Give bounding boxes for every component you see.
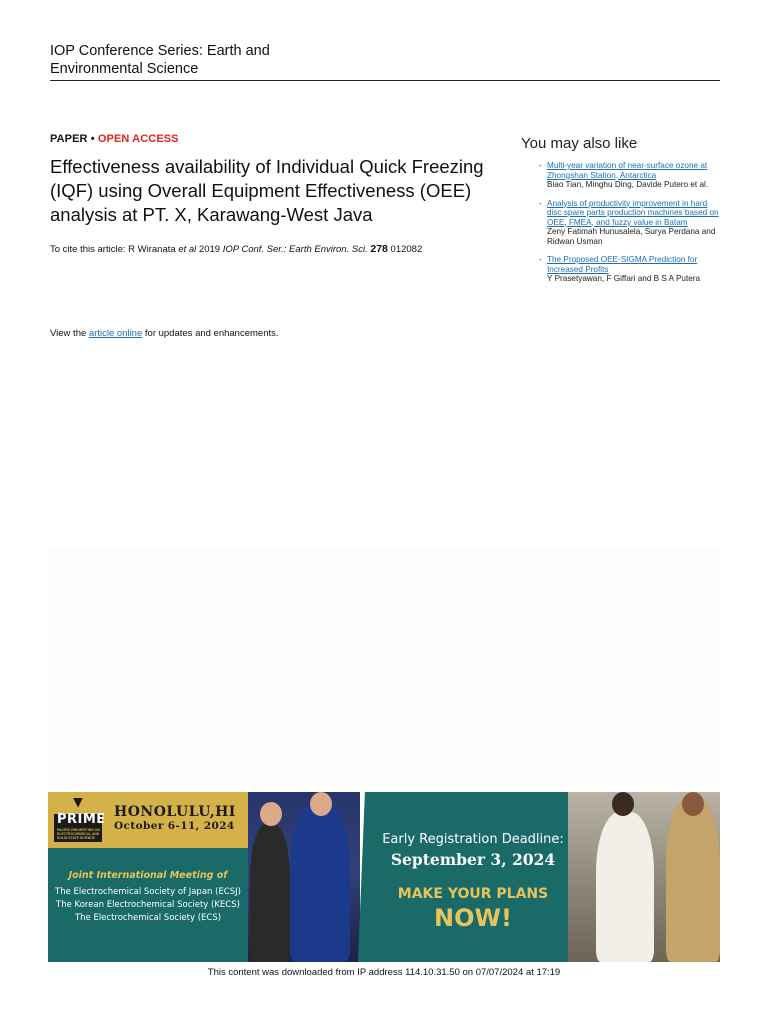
citation-volume: 278 [370,243,388,255]
person-head [682,792,704,816]
person-head [612,792,634,816]
related-item-link[interactable]: The Proposed OEE-SIGMA Prediction for Increased Profits [547,255,698,274]
citation-et-al: et al [178,244,197,255]
meeting-location: HONOLULU,HI [114,804,236,820]
download-note: This content was downloaded from IP address 114.10.31.50 on 07/07/2024 at 17:19 [207,967,561,978]
list-dash: - [539,198,542,208]
joint-meeting-heading: Joint International Meeting of [68,870,228,881]
article-title: Effectiveness availability of Individual Quick Freezing (IQF) using Overall Equipment Effectiveness (OEE) analysis at PT. X, Karawang-West Java [50,156,484,225]
logo-word: PRIME [57,812,106,827]
list-dash: - [539,161,542,170]
paper-type-line [50,133,512,145]
advert-banner[interactable] [48,792,720,962]
person-figure [666,798,720,962]
citation-line [50,243,512,256]
view-online-line [50,328,279,339]
citation-year: 2019 [198,244,221,255]
related-item-authors: Y Prasetyawan, F Giffari and B S A Putera [547,274,701,283]
make-plans-text: MAKE YOUR PLANS [397,886,549,902]
conference-photo-left [248,792,360,962]
related-articles [521,135,721,293]
paper-type-label: PAPER [50,133,88,145]
society-name: The Electrochemical Society (ECS) [74,913,222,923]
related-item [521,199,721,247]
related-item [521,255,721,284]
prime-logo [54,798,106,842]
related-item [521,161,721,190]
article-info [50,133,512,256]
registration-deadline: September 3, 2024 [390,850,556,869]
person-figure [250,824,290,962]
person-figure [290,802,350,962]
related-item-link[interactable]: Analysis of productivity improvement in hard disc spare parts production machines based on OEE, FMEA, and fuzzy value in Batam [547,198,719,227]
separator: • [90,133,95,145]
list-dash: - [539,255,542,264]
society-name: The Korean Electrochemical Society (KECS) [56,900,240,910]
now-text: NOW! [434,904,512,932]
related-item-link[interactable]: Multi-year variation of near-surface ozone at Zhongshan Station, Antarctica [547,161,708,180]
journal-header [50,42,720,81]
logo-subtitle: PACIFIC RIM MEETING ON ELECTROCHEMICAL AND SOLID STATE SCIENCE [57,828,100,840]
person-figure [596,812,654,962]
view-prefix: View the [50,328,87,339]
journal-title: IOP Conference Series: Earth and Environmental Science [50,43,270,77]
person-head [310,792,332,816]
society-name: The Electrochemical Society of Japan (ECSJ) [55,887,241,897]
open-access-label: OPEN ACCESS [97,133,179,145]
meeting-dates: October 6-11, 2024 [114,820,235,832]
society-list [48,886,248,925]
related-item-authors: Biao Tian, Minghu Ding, Davide Putero et al. [547,180,709,189]
early-registration-label: Early Registration Deadline: [382,832,564,847]
related-heading: You may also like [521,135,638,152]
related-item-authors: Zeny Fatimah Hunusalela, Surya Perdana and Ridwan Usman [547,227,716,246]
registration-panel [358,792,588,962]
person-head [260,802,282,826]
conference-photo-right [568,792,720,962]
article-online-link[interactable]: article online [88,328,143,339]
citation-prefix: To cite this article: R Wiranata [50,244,176,255]
citation-article-number: 012082 [390,244,423,255]
citation-journal: IOP Conf. Ser.: Earth Environ. Sci. [222,244,368,255]
blank-content-area [48,548,720,786]
view-suffix: for updates and enhancements. [144,328,279,339]
